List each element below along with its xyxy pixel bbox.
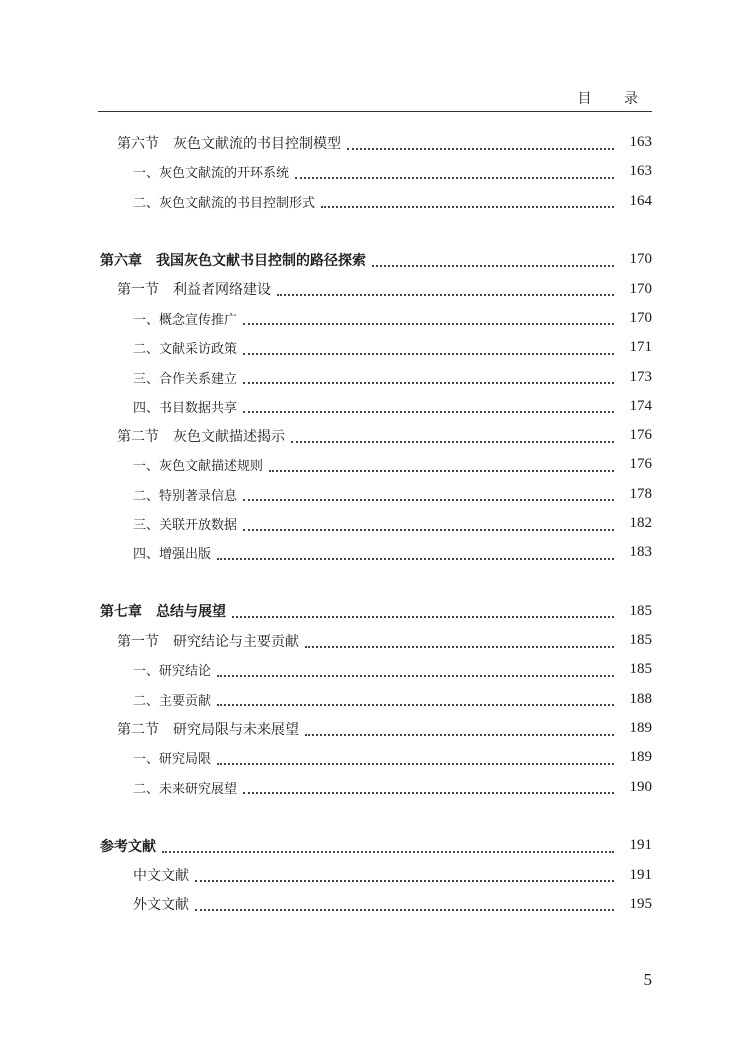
running-header-title: 目 录 [577,91,652,107]
dot-leader [217,763,614,765]
toc-entry-title: 二、未来研究展望 [100,778,243,797]
toc-gap [100,802,652,831]
toc-entry-title: 第二节 研究局限与未来展望 [100,719,305,739]
toc-page-number: 185 [629,602,652,619]
toc-page-number: 163 [629,163,652,180]
dot-leader [195,909,614,911]
toc-item-row[interactable] [100,480,652,509]
toc-section-row[interactable] [100,274,652,303]
toc-page-number: 170 [629,251,652,268]
dot-leader [372,265,614,267]
toc-entry-title: 三、关联开放数据 [100,514,243,533]
page-number: 5 [643,970,652,989]
toc-section-row[interactable] [100,626,652,655]
dot-leader [243,382,614,384]
toc-item-row[interactable] [100,157,652,186]
dot-leader [243,499,614,501]
toc-entry-title: 第一节 研究结论与主要贡献 [100,631,305,651]
toc-entry-title: 二、文献采访政策 [100,338,243,357]
toc-page-number: 188 [629,690,652,707]
toc-entry-title: 第六章 我国灰色文献书目控制的路径探索 [100,250,372,270]
dot-leader [217,675,614,677]
toc-entry-title: 二、灰色文献流的书目控制形式 [100,192,321,211]
dot-leader [305,734,614,736]
toc-entry-title: 第七章 总结与展望 [100,601,232,621]
dot-leader [321,206,614,208]
table-of-contents [100,128,652,919]
toc-item-row[interactable] [100,538,652,567]
dot-leader [243,353,614,355]
toc-page-number: 190 [629,778,652,795]
toc-page-number: 185 [629,661,652,678]
toc-entry-title: 一、研究局限 [100,748,217,767]
toc-item-row[interactable] [100,655,652,684]
toc-entry-title: 一、概念宣传推广 [100,309,243,328]
toc-entry-title: 三、合作关系建立 [100,368,243,387]
toc-entry-title: 四、书目数据共享 [100,397,243,416]
toc-page-number: 189 [629,749,652,766]
toc-entry-title: 第一节 利益者网络建设 [100,279,277,299]
toc-item-row[interactable] [100,509,652,538]
toc-entry-title: 一、灰色文献描述规则 [100,455,269,474]
toc-item-row[interactable] [100,362,652,391]
toc-item-row[interactable] [100,450,652,479]
header-rule [98,111,652,112]
toc-page-number: 173 [629,368,652,385]
toc-gap [100,567,652,596]
dot-leader [243,411,614,413]
dot-leader [217,558,614,560]
toc-page-number: 191 [629,866,652,883]
toc-page-number: 183 [629,544,652,561]
toc-page-number: 191 [629,837,652,854]
dot-leader [195,880,614,882]
dot-leader [347,148,614,150]
toc-page-number: 185 [629,632,652,649]
toc-section-row[interactable] [100,421,652,450]
dot-leader [243,792,614,794]
toc-entry-title: 第二节 灰色文献描述揭示 [100,426,291,446]
toc-entry-title: 一、研究结论 [100,660,217,679]
dot-leader [291,441,614,443]
toc-entry-title: 二、主要贡献 [100,690,217,709]
toc-page-number: 176 [629,456,652,473]
toc-item-row[interactable] [100,392,652,421]
toc-section-row[interactable] [100,128,652,157]
toc-entry-title: 参考文献 [100,836,162,856]
toc-item-row[interactable] [100,773,652,802]
toc-entry-title: 四、增强出版 [100,543,217,562]
toc-chapter-row[interactable] [100,245,652,274]
toc-chapter-row[interactable] [100,597,652,626]
toc-page-number: 170 [629,309,652,326]
toc-page-number: 171 [629,339,652,356]
dot-leader [243,529,614,531]
toc-ref-row[interactable] [100,890,652,919]
toc-page-number: 176 [629,427,652,444]
toc-page-number: 170 [629,280,652,297]
toc-entry-title: 一、灰色文献流的开环系统 [100,162,295,181]
dot-leader [243,323,614,325]
toc-page-number: 164 [629,192,652,209]
toc-entry-title: 中文文献 [100,865,195,885]
dot-leader [217,704,614,706]
toc-section-row[interactable] [100,714,652,743]
toc-page-number: 195 [629,895,652,912]
toc-entry-title: 第六节 灰色文献流的书目控制模型 [100,133,347,153]
toc-gap [100,216,652,245]
toc-chapter-row[interactable] [100,831,652,860]
toc-page-number: 163 [629,134,652,151]
dot-leader [162,851,614,853]
dot-leader [277,294,614,296]
toc-page-number: 182 [629,515,652,531]
toc-page-number: 178 [629,485,652,502]
dot-leader [269,470,614,472]
toc-entry-title: 二、特别著录信息 [100,485,243,504]
toc-ref-row[interactable] [100,860,652,889]
toc-item-row[interactable] [100,187,652,216]
toc-entry-title: 外文文献 [100,894,195,914]
toc-item-row[interactable] [100,743,652,772]
toc-page-number: 174 [629,397,652,414]
dot-leader [295,177,614,179]
toc-item-row[interactable] [100,685,652,714]
dot-leader [232,616,614,618]
toc-item-row[interactable] [100,304,652,333]
toc-item-row[interactable] [100,333,652,362]
dot-leader [305,646,614,648]
toc-page-number: 189 [629,720,652,737]
